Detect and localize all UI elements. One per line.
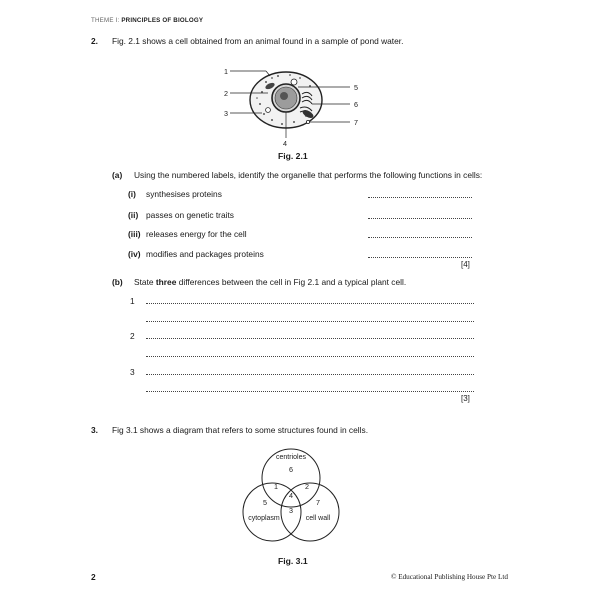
theme-prefix: THEME I: [91, 17, 120, 24]
q2b-num-3: 3 [130, 367, 135, 377]
page-number: 2 [91, 572, 96, 582]
venn-region-6: 6 [289, 465, 293, 474]
venn-diagram [236, 444, 364, 552]
q2a-i-text: synthesises proteins [146, 189, 222, 199]
venn-region-4: 4 [289, 491, 293, 500]
q2a-iii-text: releases energy for the cell [146, 229, 247, 239]
fig-2-1-caption: Fig. 2.1 [278, 151, 308, 161]
q2-stem: Fig. 2.1 shows a cell obtained from an animal found in a sample of pond water. [112, 36, 404, 46]
fig-3-1-caption: Fig. 3.1 [278, 556, 308, 566]
answer-line-b3-b[interactable] [146, 391, 474, 392]
answer-line-a-iii[interactable] [368, 237, 472, 238]
q2b-stem: State three differences between the cell in Fig 2.1 and a typical plant cell. [134, 277, 407, 287]
theme-header [91, 17, 203, 24]
venn-label-centrioles: centrioles [276, 454, 306, 461]
answer-line-a-iv[interactable] [368, 257, 472, 258]
fig-label-3: 3 [224, 109, 228, 118]
venn-region-2: 2 [305, 482, 309, 491]
q2a-label: (a) [112, 170, 123, 180]
answer-line-a-ii[interactable] [368, 218, 472, 219]
q2b-num-2: 2 [130, 331, 135, 341]
q2a-ii-num: (ii) [128, 210, 139, 220]
venn-region-3: 3 [289, 506, 293, 515]
q2a-iv-text: modifies and packages proteins [146, 249, 264, 259]
fig-label-5: 5 [354, 83, 358, 92]
q3-number: 3. [91, 425, 98, 435]
venn-region-1: 1 [274, 482, 278, 491]
q2a-stem: Using the numbered labels, identify the organelle that performs the following functions in cells: [134, 170, 483, 180]
answer-line-b1-a[interactable] [146, 303, 474, 304]
answer-line-b2-b[interactable] [146, 356, 474, 357]
q2a-marks: [4] [461, 260, 470, 269]
answer-line-a-i[interactable] [368, 197, 472, 198]
q2-number: 2. [91, 36, 98, 46]
theme-title: PRINCIPLES OF BIOLOGY [121, 17, 204, 24]
q2a-iv-num: (iv) [128, 249, 141, 259]
fig-label-6: 6 [354, 100, 358, 109]
fig-label-4: 4 [283, 139, 287, 148]
answer-line-b1-b[interactable] [146, 321, 474, 322]
q3-stem: Fig 3.1 shows a diagram that refers to some structures found in cells. [112, 425, 369, 435]
q2b-marks: [3] [461, 394, 470, 403]
q2a-iii-num: (iii) [128, 229, 141, 239]
copyright-notice: © Educational Publishing House Pte Ltd [390, 573, 508, 581]
fig-label-1: 1 [224, 67, 228, 76]
q2a-i-num: (i) [128, 189, 136, 199]
venn-region-5: 5 [263, 498, 267, 507]
q2b-num-1: 1 [130, 296, 135, 306]
venn-region-7: 7 [316, 498, 320, 507]
answer-line-b2-a[interactable] [146, 338, 474, 339]
fig-label-7: 7 [354, 118, 358, 127]
fig-label-2: 2 [224, 89, 228, 98]
animal-cell-figure [220, 56, 370, 148]
venn-label-cell-wall: cell wall [305, 515, 331, 522]
venn-label-cytoplasm: cytoplasm [248, 515, 280, 522]
answer-line-b3-a[interactable] [146, 374, 474, 375]
q2a-ii-text: passes on genetic traits [146, 210, 234, 220]
q2b-label: (b) [112, 277, 123, 287]
